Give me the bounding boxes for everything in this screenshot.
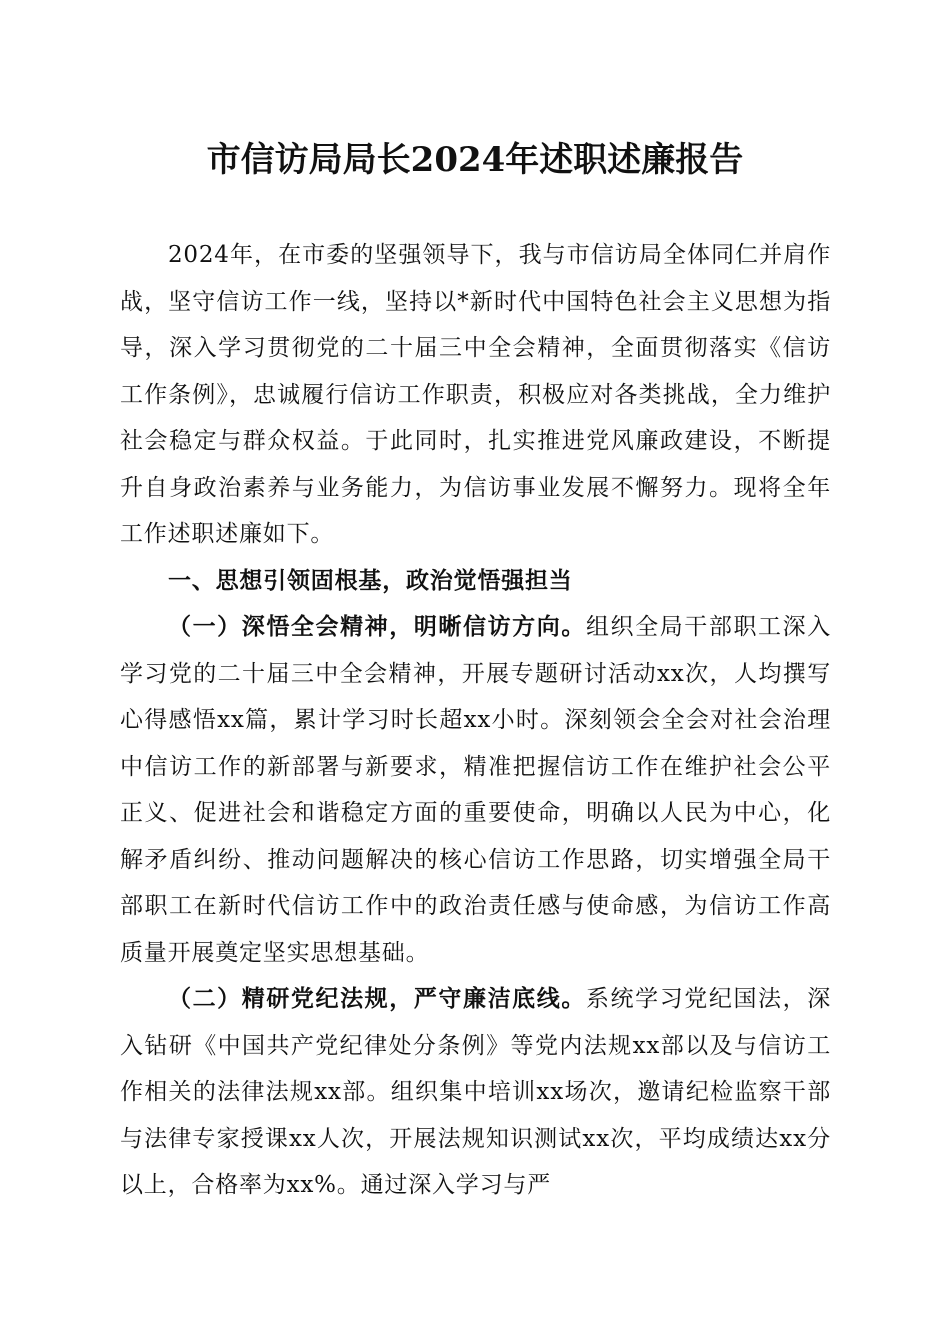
document-title: 市信访局局长2024年述职述廉报告 xyxy=(206,140,744,180)
subsection-lead-2: （二）精研党纪法规，严守廉洁底线。 xyxy=(168,985,586,1012)
intro-paragraph: 2024年，在市委的坚强领导下，我与市信访局全体同仁并肩作战，坚守信访工作一线，坚持以*新时代中国特色社会主义思想为指导，深入学习贯彻党的二十届三中全会精神，全面贯彻落实《信访工作条例》，忠诚履行信访工作职责，积极应对各类挑战，全力维护社会稳定与群众权益。于此同时，扎实推进党风廉政建设，不断提升自身政治素养与业务能力，为信访事业发展不懈努力。现将全年工作述职述廉如下。 xyxy=(120,242,831,547)
subsection-text-1: 组织全局干部职工深入学习党的二十届三中全会精神，开展专题研讨活动xx次，人均撰写心得感悟xx篇，累计学习时长超xx小时。深刻领会全会对社会治理中信访工作的新部署与新要求，精准把握信访工作在维护社会公平正义、促进社会和谐稳定方面的重要使命，明确以人民为中心，化解矛盾纠纷、推动问题解决的核心信访工作思路，切实增强全局干部职工在新时代信访工作中的政治责任感与使命感，为信访工作高质量开展奠定坚实思想基础。 xyxy=(120,614,831,966)
document-body xyxy=(120,232,831,1209)
subsection-paragraph-1 xyxy=(120,604,831,976)
subsection-paragraph-2 xyxy=(120,976,831,1209)
subsection-lead-1: （一）深悟全会精神，明晰信访方向。 xyxy=(168,613,586,640)
section-heading-1: 一、思想引领固根基，政治觉悟强担当 xyxy=(168,567,573,594)
subsection-text-2: 系统学习党纪国法，深入钻研《中国共产党纪律处分条例》等党内法规xx部以及与信访工作相关的法律法规xx部。组织集中培训xx场次，邀请纪检监察干部与法律专家授课xx人次，开展法规知识测试xx次，平均成绩达xx分以上，合格率为xx%。通过深入学习与严 xyxy=(120,986,831,1198)
